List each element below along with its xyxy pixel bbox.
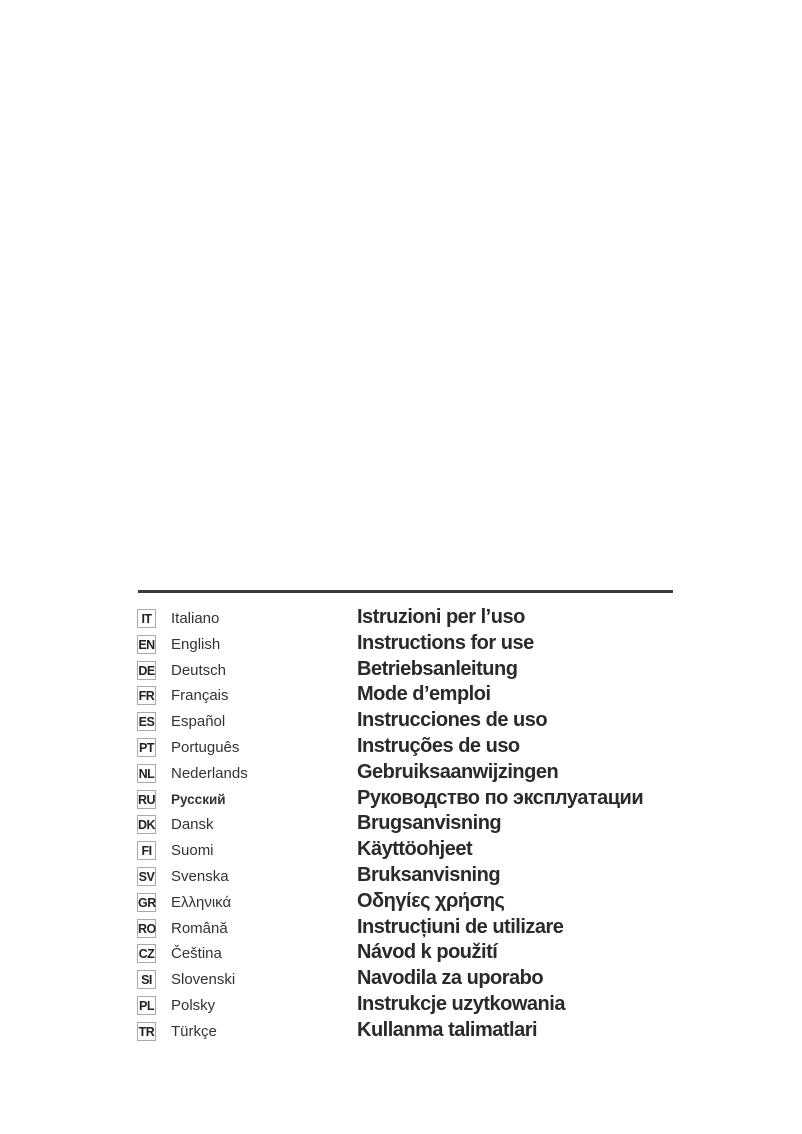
language-code-badge: RO (137, 919, 156, 938)
language-name: Italiano (171, 610, 220, 627)
manual-title: Mode d’emploi (357, 683, 491, 706)
language-name: Română (171, 919, 228, 937)
language-code-badge: IT (137, 609, 156, 628)
language-name: Deutsch (171, 661, 227, 679)
manual-title: Käyttöohjeet (357, 838, 473, 861)
language-name: Suomi (171, 842, 214, 860)
language-code-badge: FI (137, 841, 156, 860)
language-code-badge: RU (137, 790, 156, 809)
divider-rule (138, 590, 673, 593)
language-name: Русский (171, 791, 226, 807)
language-row-si (137, 969, 697, 995)
language-row-fr (137, 685, 697, 711)
language-code-badge: GR (137, 893, 156, 912)
manual-title: Instrucciones de uso (357, 709, 548, 732)
language-name: Svenska (171, 867, 229, 885)
language-name: Português (171, 738, 240, 756)
language-code-badge: ES (137, 712, 156, 731)
language-name: Dansk (171, 816, 214, 834)
language-row-gr (137, 889, 697, 918)
language-row-pt (137, 734, 697, 763)
manual-title: Instructions for use (357, 631, 534, 654)
language-name: Slovenski (171, 971, 236, 989)
manual-title: Руководство по эксплуатации (357, 786, 644, 809)
language-row-de (137, 657, 697, 686)
language-row-dk (137, 814, 697, 840)
language-code-badge: SV (137, 867, 156, 886)
language-code-badge: PL (137, 996, 156, 1015)
language-row-fi (137, 840, 697, 866)
language-row-es (137, 711, 697, 737)
language-row-pl (137, 992, 697, 1021)
language-code-badge: DE (137, 661, 156, 680)
language-name: Español (171, 713, 226, 731)
language-row-tr (137, 1018, 697, 1047)
language-code-badge: SI (137, 970, 156, 989)
manual-title: Gebruiksaanwijzingen (357, 760, 559, 783)
manual-title: Kullanma talimatlari (357, 1018, 538, 1041)
manual-title: Betriebsanleitung (357, 657, 518, 680)
manual-title: Istruzioni per l’uso (357, 606, 525, 628)
language-name: Ελληνικά (171, 893, 232, 911)
language-code-badge: CZ (137, 944, 156, 963)
manual-title: Instruções de uso (357, 734, 520, 757)
language-code-badge: TR (137, 1022, 156, 1041)
manual-title: Bruksanvisning (357, 863, 501, 886)
language-code-badge: DK (137, 815, 156, 834)
language-code-badge: FR (137, 686, 156, 705)
language-row-ro (137, 915, 697, 944)
language-name: Türkçe (171, 1022, 217, 1040)
manual-title: Navodila za uporabo (357, 967, 544, 990)
language-name: Français (171, 687, 229, 705)
manual-title: Instrukcje uzytkowania (357, 992, 565, 1015)
language-row-it (137, 608, 697, 634)
language-name: Nederlands (171, 764, 248, 782)
manual-title: Instrucțiuni de utilizare (357, 915, 564, 938)
language-name: English (171, 635, 221, 653)
language-name: Polsky (171, 996, 216, 1014)
language-row-ru (137, 786, 697, 815)
language-code-badge: EN (137, 635, 156, 654)
manual-title: Brugsanvisning (357, 812, 502, 835)
language-row-sv (137, 863, 697, 892)
language-name: Čeština (171, 945, 222, 963)
manual-title: Οδηγίες χρήσης (357, 889, 505, 912)
language-code-badge: NL (137, 764, 156, 783)
language-code-badge: PT (137, 738, 156, 757)
manual-title: Návod k použití (357, 941, 498, 964)
language-row-en (137, 631, 697, 660)
language-row-nl (137, 760, 697, 789)
language-row-cz (137, 943, 697, 969)
language-list (137, 608, 697, 1047)
